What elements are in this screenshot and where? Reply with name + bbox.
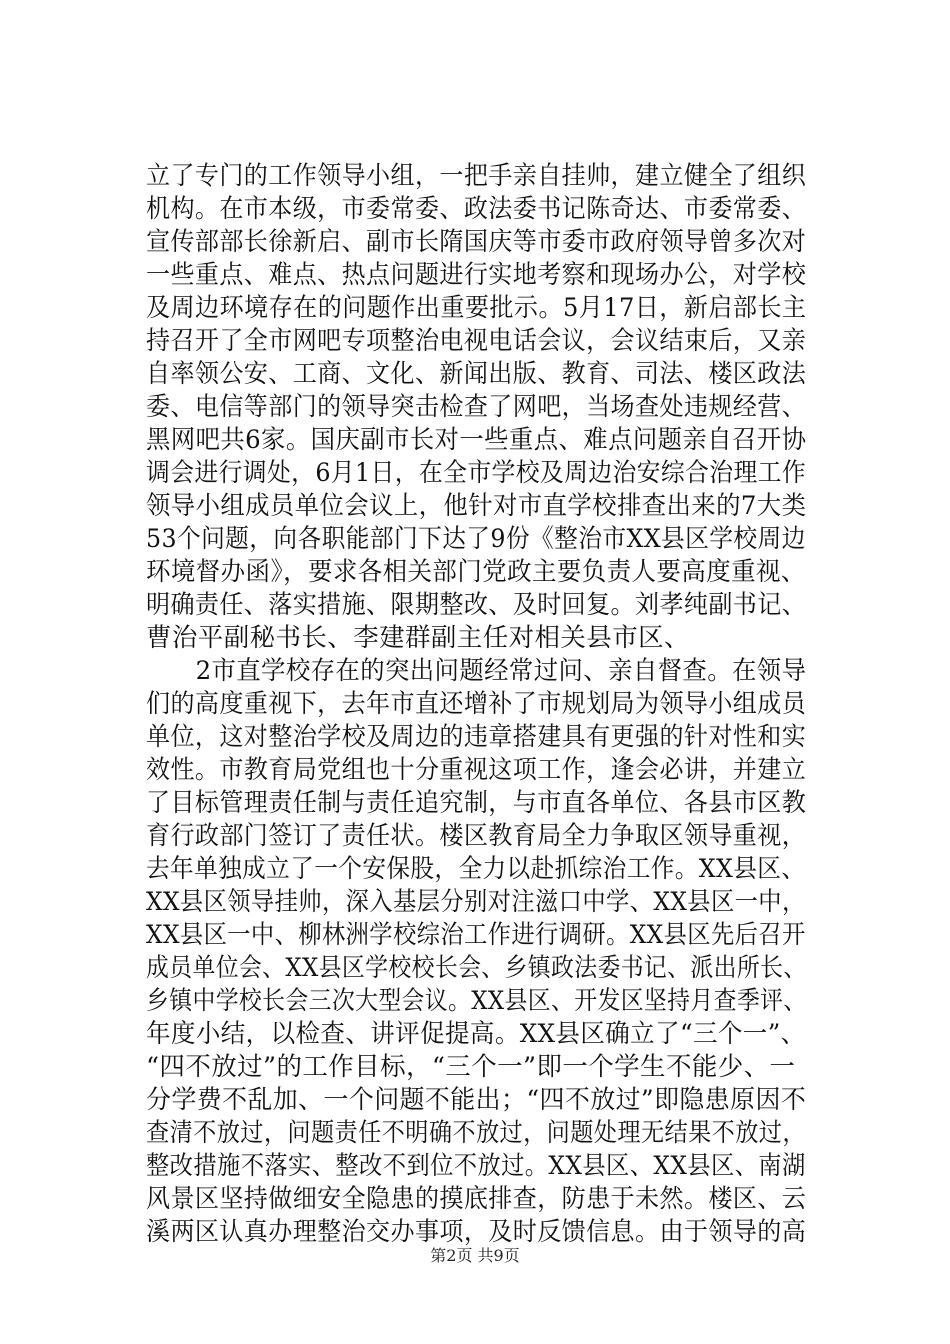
text-line: 委、电信等部门的领导突击检查了网吧，当场查处违规经营、 bbox=[146, 392, 807, 422]
text-line: 自率领公安、工商、文化、新闻出版、教育、司法、楼区政法 bbox=[146, 359, 807, 389]
text-line: 曹治平副秘书长、李建群副主任对相关县市区、 bbox=[146, 623, 690, 653]
text-line: 溪两区认真办理整治交办事项，及时反馈信息。由于领导的高 bbox=[146, 1217, 807, 1247]
text-line: 年度小结，以检查、讲评促提高。XX县区确立了“三个一”、 bbox=[146, 1019, 806, 1049]
text-line: 机构。在市本级，市委常委、政法委书记陈奇达、市委常委、 bbox=[146, 194, 807, 224]
body-text bbox=[146, 160, 806, 1249]
text-line: 53个问题，向各职能部门下达了9份《整治市XX县区学校周边 bbox=[146, 524, 806, 554]
text-line: 了目标管理责任制与责任追究制，与市直各单位、各县市区教 bbox=[146, 788, 807, 818]
text-line: 分学费不乱加、一个问题不能出；“四不放过”即隐患原因不 bbox=[146, 1085, 807, 1115]
text-line: 们的高度重视下，去年市直还增补了市规划局为领导小组成员 bbox=[146, 689, 807, 719]
text-line: 明确责任、落实措施、限期整改、及时回复。刘孝纯副书记、 bbox=[146, 590, 807, 620]
text-line: 立了专门的工作领导小组，一把手亲自挂帅，建立健全了组织 bbox=[146, 161, 807, 191]
text-line: 成员单位会、XX县区学校校长会、乡镇政法委书记、派出所长、 bbox=[146, 953, 807, 983]
text-line: 及周边环境存在的问题作出重要批示。5月17日，新启部长主 bbox=[146, 293, 807, 323]
page-footer: 第2页 共9页 bbox=[430, 1246, 520, 1265]
text-line: XX县区一中、柳林洲学校综治工作进行调研。XX县区先后召开 bbox=[146, 920, 806, 950]
text-line: 环境督办函》，要求各相关部门党政主要负责人要高度重视、 bbox=[146, 557, 806, 587]
text-line: 育行政部门签订了责任状。楼区教育局全力争取区领导重视， bbox=[146, 821, 807, 851]
text-line: 去年单独成立了一个安保股，全力以赴抓综治工作。XX县区、 bbox=[146, 854, 806, 884]
text-line: 查清不放过，问题责任不明确不放过，问题处理无结果不放过， bbox=[146, 1118, 806, 1148]
text-line: 调会进行调处，6月1日，在全市学校及周边治安综合治理工作 bbox=[146, 458, 807, 488]
text-line: 乡镇中学校长会三次大型会议。XX县区、开发区坚持月查季评、 bbox=[146, 986, 807, 1016]
text-line: 风景区坚持做细安全隐患的摸底排查，防患于未然。楼区、云 bbox=[146, 1184, 807, 1214]
text-line: 持召开了全市网吧专项整治电视电话会议，会议结束后，又亲 bbox=[146, 326, 807, 356]
text-line: “四不放过”的工作目标，“三个一”即一个学生不能少、一 bbox=[146, 1052, 796, 1082]
text-line: XX县区领导挂帅，深入基层分别对注滋口中学、XX县区一中， bbox=[146, 887, 806, 917]
text-line: 一些重点、难点、热点问题进行实地考察和现场办公，对学校 bbox=[146, 260, 807, 290]
text-line: 黑网吧共6家。国庆副市长对一些重点、难点问题亲自召开协 bbox=[146, 425, 807, 455]
text-line: 整改措施不落实、整改不到位不放过。XX县区、XX县区、南湖 bbox=[146, 1151, 806, 1181]
text-line: 效性。市教育局党组也十分重视这项工作，逢会必讲，并建立 bbox=[146, 755, 807, 785]
text-line: 2市直学校存在的突出问题经常过问、亲自督查。在领导 bbox=[146, 656, 807, 686]
text-line: 领导小组成员单位会议上，他针对市直学校排查出来的7大类 bbox=[146, 491, 807, 521]
text-line: 宣传部部长徐新启、副市长隋国庆等市委市政府领导曾多次对 bbox=[146, 227, 807, 257]
text-line: 单位，这对整治学校及周边的违章搭建具有更强的针对性和实 bbox=[146, 722, 807, 752]
